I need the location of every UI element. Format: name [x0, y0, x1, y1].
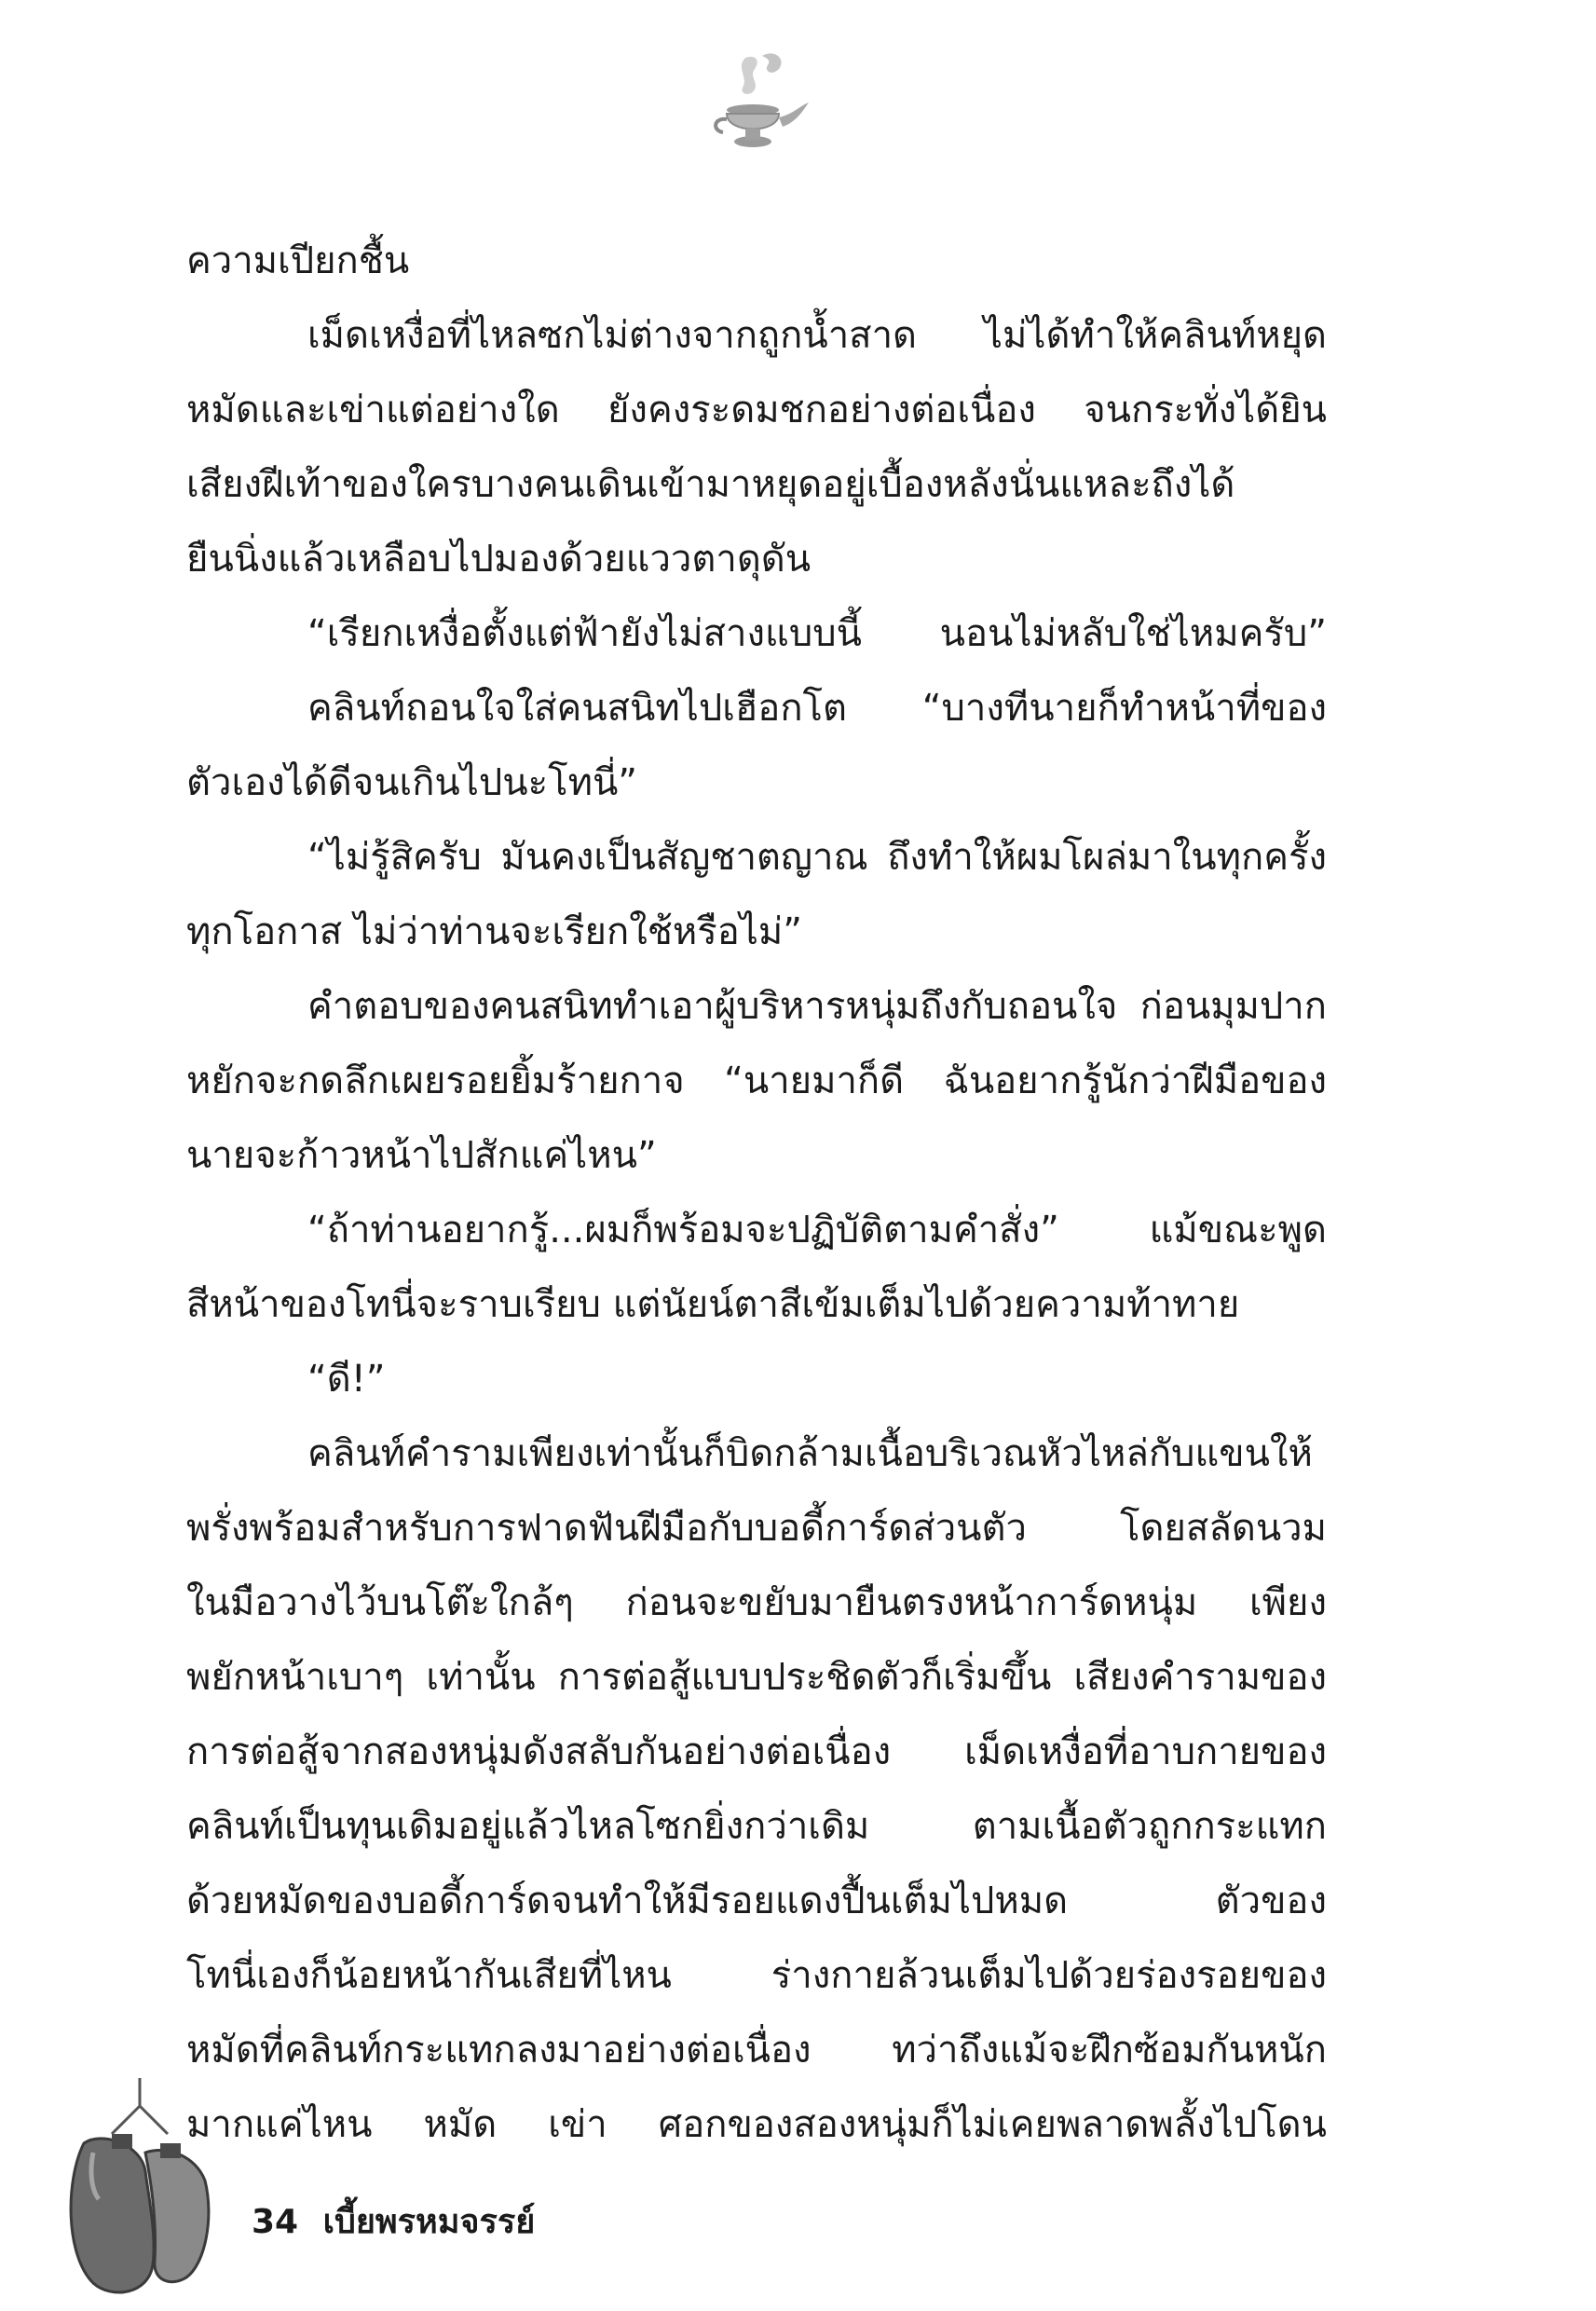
text-line: นายจะก้าวหน้าไปสักแค่ไหน” [186, 1134, 657, 1177]
text-line: ทุกโอกาส ไม่ว่าท่านจะเรียกใช้หรือไม่” [186, 910, 802, 953]
page-number: 34 [252, 2203, 299, 2241]
text-line: คลินท์คำรามเพียงเท่านั้นก็บิดกล้ามเนื้อบริเวณหัวไหล่กับแขนให้ [307, 1432, 1313, 1475]
text-line: เม็ดเหงื่อที่ไหลซกไม่ต่างจากถูกน้ำสาด ไม่ได้ทำให้คลินท์หยุด [307, 314, 1327, 357]
book-title: เบี้ยพรหมจรรย์ [322, 2203, 536, 2241]
text-line: พรั่งพร้อมสำหรับการฟาดฟันฝีมือกับบอดี้การ์ดส่วนตัว โดยสลัดนวม [186, 1507, 1327, 1550]
body-text [186, 224, 1327, 2162]
text-line: “ดี!” [307, 1358, 386, 1401]
text-line: ในมือวางไว้บนโต๊ะใกล้ๆ ก่อนจะขยับมายืนตรงหน้าการ์ดหนุ่ม เพียง [186, 1581, 1327, 1624]
text-line: คลินท์ถอนใจใส่คนสนิทไปเฮือกโต “บางทีนายก็ทำหน้าที่ของ [307, 687, 1327, 730]
text-line: คลินท์เป็นทุนเดิมอยู่แล้วไหลโซกยิ่งกว่าเดิม ตามเนื้อตัวถูกกระแทก [186, 1805, 1327, 1848]
text-line: ยืนนิ่งแล้วเหลือบไปมองด้วยแววตาดุดัน [186, 538, 812, 581]
text-line: ตัวเองได้ดีจนเกินไปนะโทนี่” [186, 761, 638, 804]
text-line: เสียงฝีเท้าของใครบางคนเดินเข้ามาหยุดอยู่เบื้องหลังนั่นแหละถึงได้ [186, 463, 1235, 506]
text-line: หมัดที่คลินท์กระแทกลงมาอย่างต่อเนื่อง ทว่าถึงแม้จะฝึกซ้อมกันหนัก [186, 2029, 1327, 2072]
text-line: คำตอบของคนสนิททำเอาผู้บริหารหนุ่มถึงกับถอนใจ ก่อนมุมปาก [307, 985, 1327, 1028]
genie-lamp-icon [689, 48, 820, 160]
text-line: โทนี่เองก็น้อยหน้ากันเสียที่ไหน ร่างกายล้วนเต็มไปด้วยร่องรอยของ [186, 1954, 1327, 1997]
text-line: การต่อสู้จากสองหนุ่มดังสลับกันอย่างต่อเนื่อง เม็ดเหงื่อที่อาบกายของ [186, 1730, 1327, 1773]
boxing-gloves-icon [56, 2078, 224, 2302]
page-footer [252, 2195, 535, 2248]
text-line: พยักหน้าเบาๆ เท่านั้น การต่อสู้แบบประชิดตัวก็เริ่มขึ้น เสียงคำรามของ [186, 1656, 1327, 1699]
text-line: มากแค่ไหน หมัด เข่า ศอกของสองหนุ่มก็ไม่เคยพลาดพลั้งไปโดน [186, 2103, 1327, 2146]
text-line: หยักจะกดลึกเผยรอยยิ้มร้ายกาจ “นายมาก็ดี ฉันอยากรู้นักว่าฝีมือของ [186, 1060, 1327, 1102]
text-line: สีหน้าของโทนี่จะราบเรียบ แต่นัยน์ตาสีเข้มเต็มไปด้วยความท้าทาย [186, 1283, 1240, 1326]
text-line: ด้วยหมัดของบอดี้การ์ดจนทำให้มีรอยแดงปื้นเต็มไปหมด ตัวของ [186, 1880, 1327, 1922]
text-line: หมัดและเข่าแต่อย่างใด ยังคงระดมชกอย่างต่อเนื่อง จนกระทั่งได้ยิน [186, 389, 1327, 431]
text-line: “ถ้าท่านอยากรู้...ผมก็พร้อมจะปฏิบัติตามคำสั่ง” แม้ขณะพูด [307, 1209, 1327, 1251]
text-line: ความเปียกชื้น [186, 239, 410, 282]
text-line: “เรียกเหงื่อตั้งแต่ฟ้ายังไม่สางแบบนี้ นอนไม่หลับใช่ไหมครับ” [307, 612, 1327, 655]
text-line: “ไม่รู้สิครับ มันคงเป็นสัญชาตญาณ ถึงทำให้ผมโผล่มาในทุกครั้ง [307, 836, 1327, 879]
